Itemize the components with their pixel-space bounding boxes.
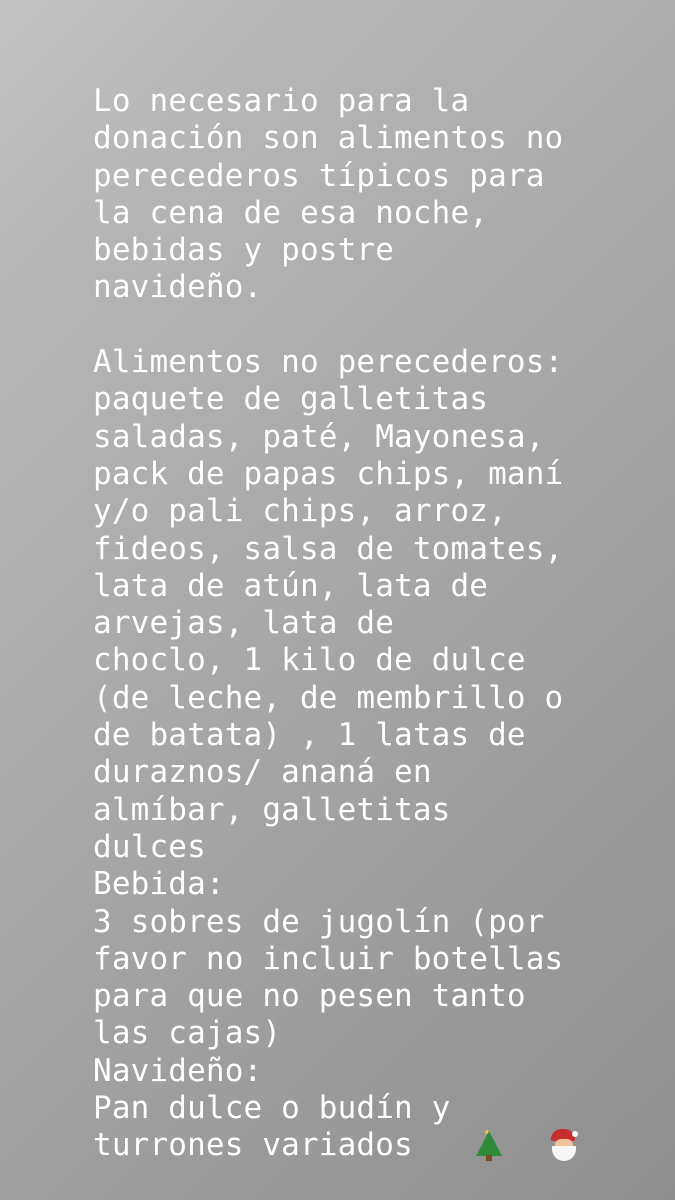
text-line: bebidas y postre [93,232,395,269]
text-line: saladas, paté, Mayonesa, [93,418,545,455]
text-line: la cena de esa noche, [93,194,489,231]
text-line: paquete de galletitas [93,381,489,418]
story-text-block [93,83,653,1165]
text-line: dulces [93,828,206,865]
text-line: lata de atún, lata de [93,567,489,604]
text-line: arvejas, lata de [93,605,395,642]
text-line-with-emoji [93,1124,653,1164]
text-line: pack de papas chips, maní [93,455,564,492]
text-line: Alimentos no perecederos: [93,344,564,381]
santa-beard [552,1146,576,1161]
text-line: de batata) , 1 latas de [93,717,526,754]
santa-claus-icon [549,1129,579,1161]
paragraph-gap [93,307,653,344]
tree-shape [476,1131,502,1156]
text-line: choclo, 1 kilo de dulce [93,642,526,679]
text-line: fideos, salsa de tomates, [93,530,564,567]
text-line: Navideño: [93,1052,263,1089]
text-line: (de leche, de membrillo o [93,679,564,716]
text-line: las cajas) [93,1015,282,1052]
santa-hat-pompom [572,1131,578,1137]
text-line: navideño. [93,269,263,306]
text-line: 3 sobres de jugolín (por [93,903,545,940]
text-line: turrones variados [93,1127,413,1164]
text-line: duraznos/ ananá en [93,754,432,791]
text-line: para que no pesen tanto [93,978,526,1015]
christmas-tree-icon [476,1124,502,1161]
text-line: donación son alimentos no [93,120,564,157]
text-line: Bebida: [93,866,225,903]
text-line: Pan dulce o budín y [93,1090,451,1127]
text-line: favor no incluir botellas [93,940,564,977]
text-line: Lo necesario para la [93,83,470,119]
text-line: perecederos típicos para [93,157,545,194]
tree-trunk [486,1155,492,1161]
text-line: y/o pali chips, arroz, [93,493,507,530]
star-icon: ★ [483,1124,492,1139]
text-line: almíbar, galletitas [93,791,451,828]
